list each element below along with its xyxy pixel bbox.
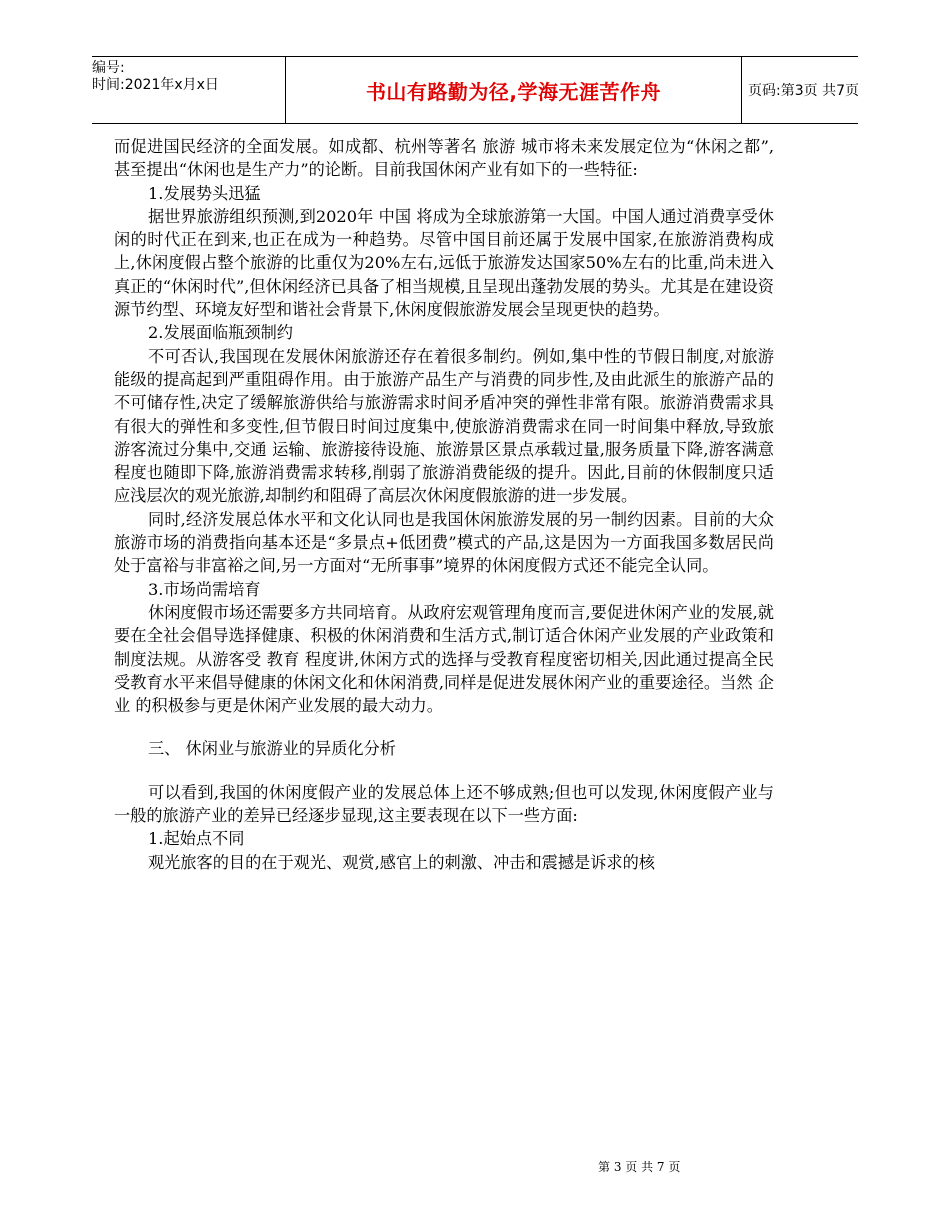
paragraph: 休闲度假市场还需要多方共同培育。从政府宏观管理角度而言,要促进休闲产业的发展,就要在全社会倡导选择健康、积极的休闲消费和生活方式,制订适合休闲产业发展的产业政策和制度法规。从游客受 教育 程度讲,休闲方式的选择与受教育程度密切相关,因此通过提高全民受教育水平来倡导健康的休闲文化和休闲消费,同样是促进发展休闲产业的重要途径。当然 企业 的积极参与更是休闲产业发展的最大动力。 (114, 602, 774, 716)
page-header (92, 56, 858, 124)
header-motto: 书山有路勤为径,学海无涯苦作舟 (285, 57, 742, 123)
paragraph: 据世界旅游组织预测,到2020年 中国 将成为全球旅游第一大国。中国人通过消费享受休闲的时代正在到来,也正在成为一种趋势。尽管中国目前还属于发展中国家,在旅游消费构成上,休闲度假占整个旅游的比重仅为20%左右,远低于旅游发达国家50%左右的比重,尚未进入真正的“休闲时代”,但休闲经济已具备了相当规模,且呈现出蓬勃发展的势头。尤其是在建设资源节约型、环境友好型和谐社会背景下,休闲度假旅游发展会呈现更快的趋势。 (114, 206, 774, 320)
paragraph: 可以看到,我国的休闲度假产业的发展总体上还不够成熟;但也可以发现,休闲度假产业与一般的旅游产业的差异已经逐步显现,这主要表现在以下一些方面: (114, 782, 774, 826)
document-date: 时间:2021年x月x日 (92, 77, 219, 93)
page-footer: 第 3 页 共 7 页 (598, 1160, 681, 1174)
subheading-trend: 1.发展势头迅猛 (148, 183, 261, 203)
subheading-market: 3.市场尚需培育 (148, 579, 261, 599)
paragraph: 同时,经济发展总体水平和文化认同也是我国休闲旅游发展的另一制约因素。目前的大众旅游市场的消费指向基本还是“多景点+低团费”模式的产品,这是因为一方面我国多数居民尚处于富裕与非富裕之间,另一方面对“无所事事”境界的休闲度假方式还不能完全认同。 (114, 509, 774, 576)
document-body (114, 135, 774, 874)
paragraph: 不可否认,我国现在发展休闲旅游还存在着很多制约。例如,集中性的节假日制度,对旅游能级的提高起到严重阻碍作用。由于旅游产品生产与消费的同步性,及由此派生的旅游产品的不可储存性,决定了缓解旅游供给与旅游需求时间矛盾冲突的弹性非常有限。旅游消费需求具有很大的弹性和多变性,但节假日时间过度集中,使旅游消费需求在同一时间集中释放,导致旅游客流过分集中,交通 运输、旅游接待设施、旅游景区景点承载过量,服务质量下降,游客满意程度也随即下降,旅游消费需求转移,削弱了旅游消费能级的提升。因此,目前的休假制度只适应浅层次的观光旅游,却制约和阻碍了高层次休闲度假旅游的进一步发展。 (114, 346, 774, 506)
subheading-starting-point: 1.起始点不同 (148, 829, 245, 849)
paragraph: 观光旅客的目的在于观光、观赏,感官上的刺激、冲击和震撼是诉求的核 (148, 852, 655, 872)
paragraph: 而促进国民经济的全面发展。如成都、杭州等著名 旅游 城市将未来发展定位为“休闲之都”,甚至提出“休闲也是生产力”的论断。目前我国休闲产业有如下的一些特征: (114, 137, 774, 180)
header-page-number: 页码:第3页 共7页 (748, 83, 859, 99)
subheading-constraints: 2.发展面临瓶颈制约 (148, 323, 293, 343)
document-number-label: 编号: (92, 60, 125, 76)
section-heading: 三、 休闲业与旅游业的异质化分析 (148, 739, 396, 759)
header-meta (92, 57, 285, 123)
